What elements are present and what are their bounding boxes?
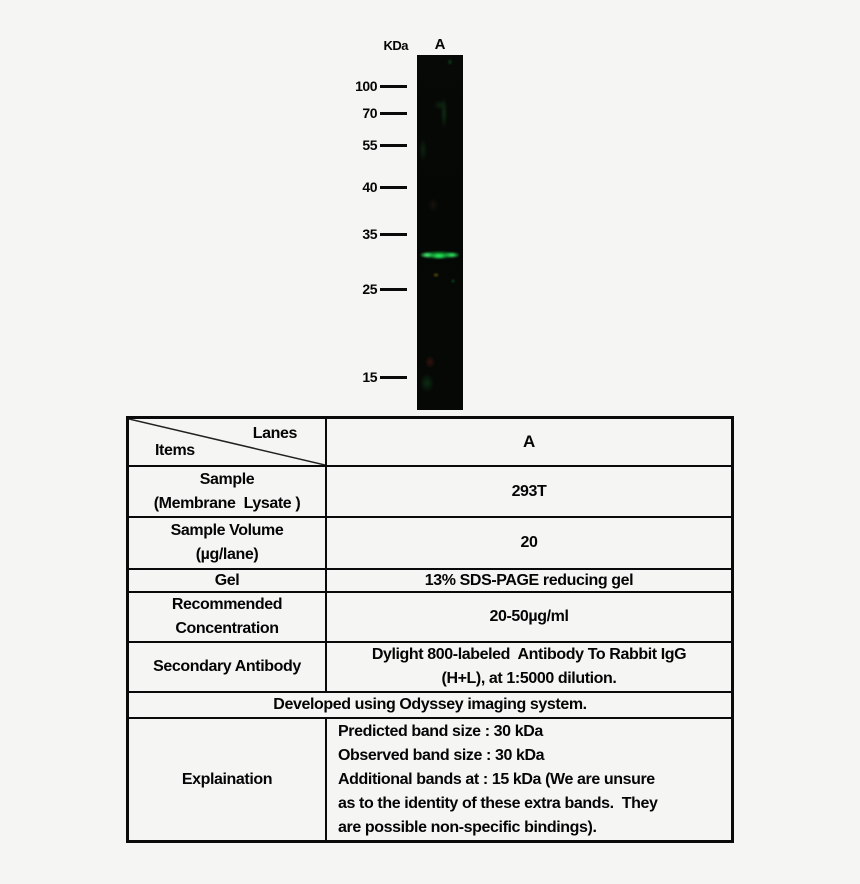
table-row-developed-note — [129, 693, 731, 719]
marker-tick — [380, 144, 407, 147]
lane-a-label: A — [434, 36, 446, 53]
header-corner-cell — [129, 419, 327, 465]
marker-100kda — [338, 78, 407, 94]
developed-note: Developed using Odyssey imaging system. — [273, 696, 587, 713]
marker-25kda — [338, 281, 407, 297]
marker-tick — [380, 288, 407, 291]
marker-40kda-value: 40 — [362, 179, 377, 195]
table-row-sample-volume — [129, 518, 731, 570]
row-label-recommended-concentration: Recommended Concentration — [129, 593, 327, 641]
row-value-sample-volume: 20 — [520, 534, 538, 551]
table-row-recommended-concentration — [129, 593, 731, 643]
marker-tick — [380, 376, 407, 379]
row-label-gel: Gel — [129, 570, 327, 591]
row-label-sample: Sample (Membrane Lysate ) — [129, 467, 327, 516]
marker-15kda — [338, 369, 407, 385]
marker-25kda-value: 25 — [362, 281, 377, 297]
table-row-explanation — [129, 719, 731, 840]
header-items-label: Items — [155, 442, 195, 459]
marker-35kda-value: 35 — [362, 226, 377, 242]
marker-40kda — [338, 179, 407, 195]
table-header-row — [129, 419, 731, 467]
marker-70kda — [338, 105, 407, 121]
western-blot-figure — [0, 0, 860, 416]
row-value-recommended-concentration: 20-50µg/ml — [489, 608, 569, 625]
table-row-gel — [129, 570, 731, 593]
header-lanes-label: Lanes — [252, 425, 297, 442]
marker-tick — [380, 186, 407, 189]
blot-info-table — [126, 416, 734, 843]
marker-55kda — [338, 137, 407, 153]
marker-35kda — [338, 226, 407, 242]
protein-band-30kda — [419, 251, 459, 260]
header-lane-a: A — [523, 432, 535, 451]
marker-tick — [380, 112, 407, 115]
marker-tick — [380, 85, 407, 88]
table-row-secondary-antibody — [129, 643, 731, 693]
kda-axis-label: KDa — [383, 38, 408, 53]
marker-100kda-value: 100 — [355, 78, 377, 94]
gel-lane-a — [417, 55, 463, 410]
row-label-secondary-antibody: Secondary Antibody — [129, 643, 327, 691]
row-label-sample-volume: Sample Volume (µg/lane) — [129, 518, 327, 568]
row-label-explanation: Explaination — [129, 719, 327, 840]
marker-tick — [380, 233, 407, 236]
marker-15kda-value: 15 — [362, 369, 377, 385]
table-row-sample — [129, 467, 731, 518]
row-value-secondary-antibody: Dylight 800-labeled Antibody To Rabbit IgG (H+L), at 1:5000 dilution. — [371, 646, 687, 687]
marker-70kda-value: 70 — [362, 105, 377, 121]
marker-55kda-value: 55 — [362, 137, 377, 153]
row-value-sample: 293T — [511, 482, 547, 500]
row-value-explanation: Predicted band size : 30 kDa Observed band size : 30 kDa Additional bands at : 15 kDa (We are unsure as to the identity of these extra bands. They are possible non-specific bindings). — [338, 722, 658, 836]
row-value-gel: 13% SDS-PAGE reducing gel — [424, 571, 634, 589]
